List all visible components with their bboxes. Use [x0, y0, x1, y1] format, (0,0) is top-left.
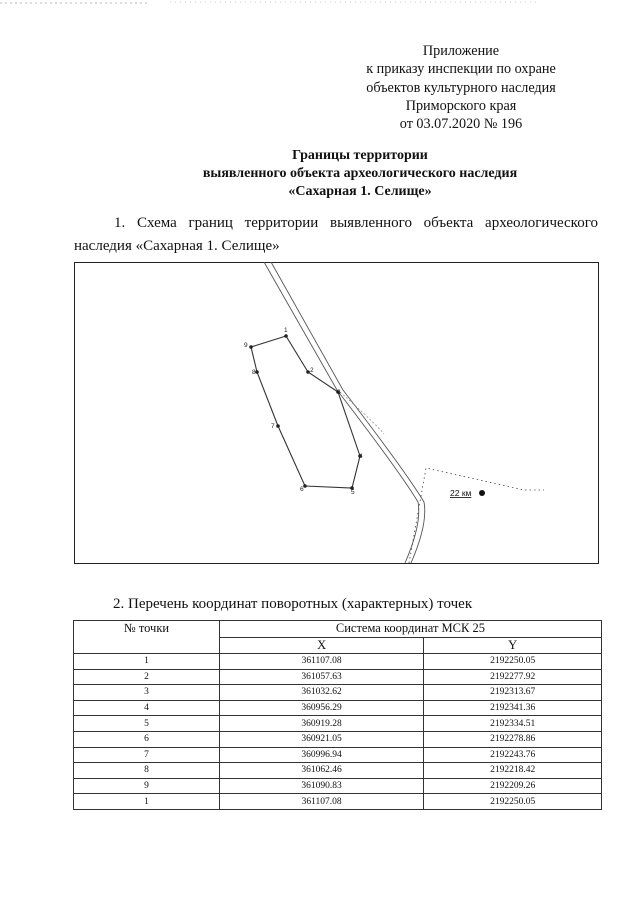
appendix-line: от 03.07.2020 № 196 [399, 116, 523, 133]
table-row [74, 731, 602, 747]
cell-y: 2192218.42 [424, 763, 602, 779]
cell-y: 2192341.36 [424, 700, 602, 716]
col-header-y: Y [424, 638, 602, 654]
table-row [74, 716, 602, 732]
cell-x: 360996.94 [219, 747, 423, 763]
appendix-line: Приморского края [405, 97, 517, 114]
cell-point: 2 [74, 669, 220, 685]
title-line: выявленного объекта археологического наследия [202, 166, 518, 181]
table-row [74, 794, 602, 810]
title-line: «Сахарная 1. Селище» [288, 184, 432, 199]
cell-x: 360919.28 [219, 716, 423, 732]
boundary-scheme-map [74, 262, 599, 564]
cell-x: 360921.05 [219, 731, 423, 747]
col-header-point: № точки [74, 621, 220, 654]
distance-label: 22 км [450, 488, 472, 498]
cell-point: 1 [74, 794, 220, 810]
cell-x: 360956.29 [219, 700, 423, 716]
table-row [74, 747, 602, 763]
table-row [74, 763, 602, 779]
appendix-line: объектов культурного наследия [366, 79, 556, 96]
title-line: Границы территории [292, 148, 428, 163]
appendix-line: Приложение [422, 43, 500, 59]
point-label-1: 1 [284, 327, 288, 334]
cell-y: 2192209.26 [424, 778, 602, 794]
col-header-system: Система координат МСК 25 [219, 621, 601, 638]
cell-y: 2192313.67 [424, 685, 602, 701]
cell-y: 2192243.76 [424, 747, 602, 763]
cell-point: 1 [74, 654, 220, 670]
cell-y: 2192334.51 [424, 716, 602, 732]
cell-point: 4 [74, 700, 220, 716]
appendix-line: к приказу инспекции по охране [366, 61, 556, 78]
table-row [74, 685, 602, 701]
table-row [74, 654, 602, 670]
table-row [74, 669, 602, 685]
cell-y: 2192277.92 [424, 669, 602, 685]
table-row [74, 700, 602, 716]
coordinates-table [73, 620, 602, 810]
point-label-3: 3 [337, 389, 341, 396]
cell-point: 8 [74, 763, 220, 779]
document-title [100, 147, 620, 201]
point-label-7: 7 [271, 423, 275, 430]
appendix-block [330, 42, 592, 133]
point-label-2: 2 [310, 367, 314, 374]
cell-point: 9 [74, 778, 220, 794]
cell-x: 361057.63 [219, 669, 423, 685]
cell-y: 2192278.86 [424, 731, 602, 747]
scan-edge-noise [0, 0, 640, 8]
cell-x: 361090.83 [219, 778, 423, 794]
point-label-8: 8 [252, 369, 256, 376]
cell-point: 6 [74, 731, 220, 747]
cell-point: 3 [74, 685, 220, 701]
cell-y: 2192250.05 [424, 654, 602, 670]
cell-x: 361062.46 [219, 763, 423, 779]
point-label-9: 9 [244, 342, 248, 349]
point-label-5: 5 [351, 489, 355, 496]
cell-x: 361107.08 [219, 654, 423, 670]
section-2-heading: 2. Перечень координат поворотных (характерных) точек [113, 596, 473, 612]
section-1-heading: 1. Схема границ территории выявленного объекта археологического наследия «Сахарная 1. Селище» [74, 215, 598, 254]
map-drawing [74, 262, 599, 564]
cell-x: 361032.62 [219, 685, 423, 701]
cell-point: 7 [74, 747, 220, 763]
point-label-4: 4 [359, 453, 363, 460]
cell-x: 361107.08 [219, 794, 423, 810]
cell-y: 2192250.05 [424, 794, 602, 810]
point-label-6: 6 [300, 486, 304, 493]
settlement-marker-icon [479, 490, 485, 496]
table-row [74, 778, 602, 794]
cell-point: 5 [74, 716, 220, 732]
col-header-x: X [219, 638, 423, 654]
site-boundary-polygon [251, 336, 360, 488]
